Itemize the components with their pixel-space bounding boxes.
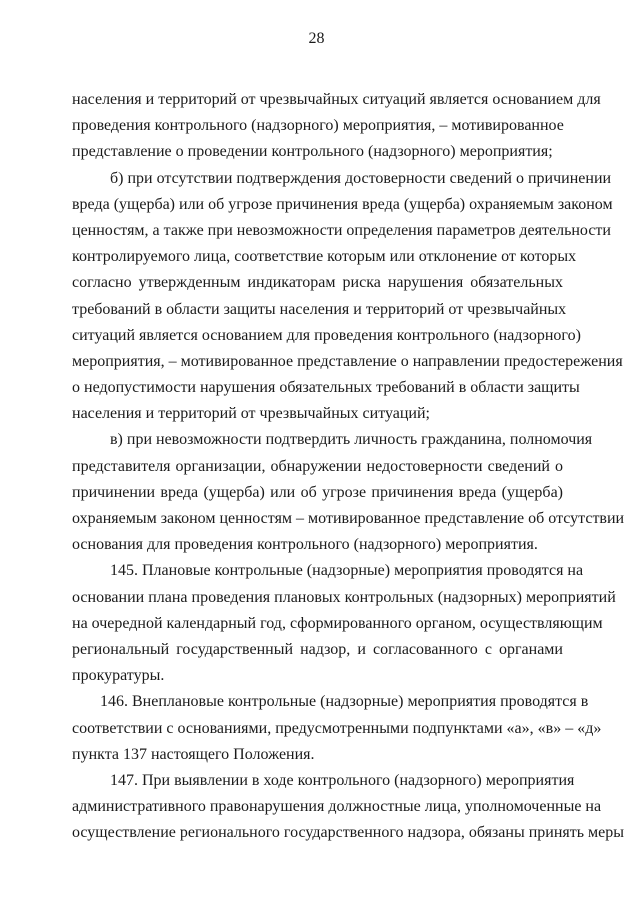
text-line: в) при невозможности подтвердить личность гражданина, полномочия	[110, 431, 593, 449]
text-line: на очередной календарный год, сформированного органом, осуществляющим	[72, 614, 603, 632]
text-line: осуществление регионального государственного надзора, обязаны принять меры	[72, 824, 625, 842]
text-line: пункта 137 настоящего Положения.	[72, 745, 315, 763]
text-line: проведения контрольного (надзорного) мероприятия, – мотивированное	[72, 117, 564, 135]
text-line: прокуратуры.	[72, 667, 165, 685]
text-line: вреда (ущерба) или об угрозе причинения вреда (ущерба) охраняемым законом	[72, 195, 613, 213]
text-line: требований в области защиты населения и территорий от чрезвычайных	[72, 300, 567, 318]
page-number: 28	[308, 30, 325, 47]
paragraph	[72, 689, 602, 768]
paragraph	[72, 768, 625, 847]
text-line: населения и территорий от чрезвычайных ситуаций;	[72, 405, 430, 423]
text-line: согласно утвержденным индикаторам риска нарушения обязательных	[72, 274, 563, 292]
text-line: основании плана проведения плановых контрольных (надзорных) мероприятий	[72, 588, 616, 606]
text-line: основания для проведения контрольного (надзорного) мероприятия.	[72, 536, 538, 554]
text-line: административного правонарушения должностные лица, уполномоченные на	[72, 798, 602, 816]
text-line: 145. Плановые контрольные (надзорные) мероприятия проводятся на	[110, 562, 584, 580]
text-line: о недопустимости нарушения обязательных требований в области защиты	[72, 379, 580, 397]
paragraph	[72, 558, 616, 689]
text-line: соответствии с основаниями, предусмотренными подпунктами «а», «в» – «д»	[72, 719, 602, 737]
text-line: охраняемым законом ценностям – мотивированное представление об отсутствии	[72, 510, 625, 527]
text-line: населения и территорий от чрезвычайных ситуаций является основанием для	[72, 91, 601, 108]
text-line: ситуаций является основанием для проведения контрольного (надзорного)	[72, 326, 581, 344]
text-line: контролируемого лица, соответствие которым или отклонение от которых	[72, 248, 577, 266]
text-line: региональный государственный надзор, и согласованного с органами	[72, 640, 563, 658]
text-line: 146. Внеплановые контрольные (надзорные) мероприятия проводятся в	[100, 693, 589, 711]
text-line: 147. При выявлении в ходе контрольного (надзорного) мероприятия	[110, 771, 575, 789]
paragraph	[72, 87, 601, 166]
text-line: мероприятия, – мотивированное представление о направлении предостережения	[72, 352, 623, 370]
text-line: представителя организации, обнаружении недостоверности сведений о	[72, 457, 563, 475]
document-body	[72, 87, 625, 846]
text-line: б) при отсутствии подтверждения достоверности сведений о причинении	[110, 169, 612, 187]
text-line: представление о проведении контрольного (надзорного) мероприятия;	[72, 143, 553, 161]
text-line: причинении вреда (ущерба) или об угрозе причинения вреда (ущерба)	[72, 483, 563, 501]
paragraph	[72, 427, 625, 558]
paragraph	[72, 166, 623, 428]
text-line: ценностям, а также при невозможности определения параметров деятельности	[72, 221, 611, 239]
